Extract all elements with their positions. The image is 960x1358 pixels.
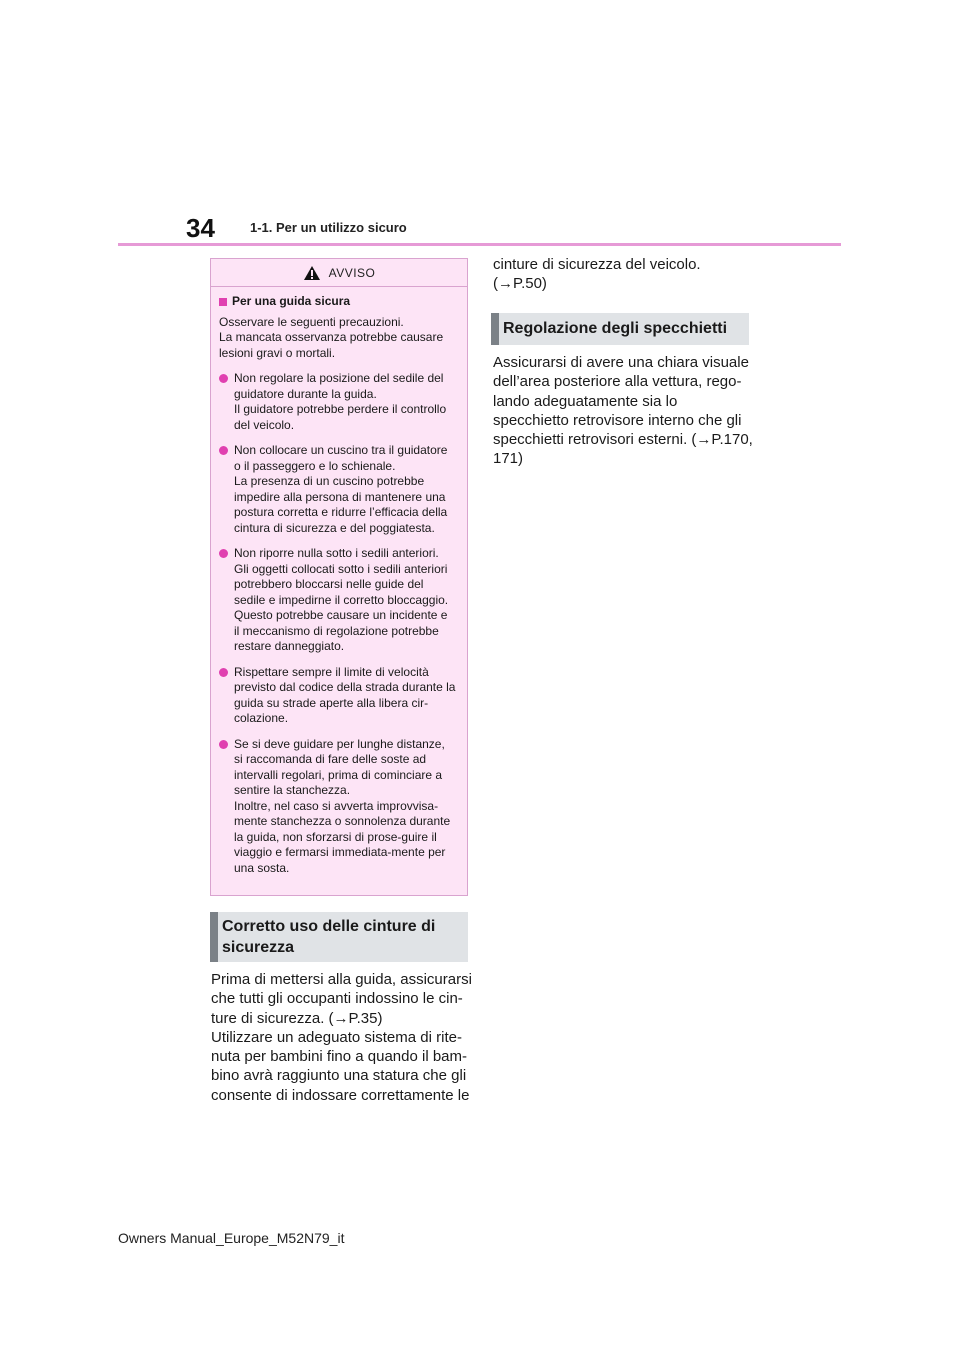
seatbelt-section-heading: Corretto uso delle cinture di sicurezza [210, 912, 468, 962]
page-number: 34 [186, 213, 215, 243]
warning-item-text: Non riporre nulla sotto i sedili anteriori. Gli oggetti collocati sotto i sedili anteriori potrebbero bloccarsi nelle guide del sedile e impedirne il corretto bloccaggio. Questo potrebbe causare un incidente e il meccanismo di regolazione potrebbe restare danneggiato. [234, 546, 449, 653]
footer-text: Owners Manual_Europe_M52N79_it [118, 1230, 345, 1246]
warning-item-text: Non collocare un cuscino tra il guidatore o il passeggero e lo schienale. La presenza di un cuscino potrebbe impedire alla persona di mantenere una postura corretta e ridurre l’efficacia della cintura di sicurezza e del poggiatesta. [234, 443, 448, 535]
warning-item [219, 371, 456, 433]
warning-item [219, 665, 456, 727]
dot-bullet-icon [219, 668, 228, 677]
warning-item-text: Rispettare sempre il limite di velocità previsto dal codice della strada durante la guida su strade aperte alla libera cir-colazione. [234, 664, 456, 725]
seatbelt-paragraph: Prima di mettersi alla guida, assicurarsi che tutti gli occupanti indossino le cin-ture di sicurezza. (→P.35) [211, 971, 472, 1027]
section-title: 1-1. Per un utilizzo sicuro [250, 220, 407, 235]
mirror-section-heading: Regolazione degli specchietti [491, 313, 749, 345]
warning-box [210, 258, 468, 896]
square-bullet-icon [219, 298, 227, 306]
dot-bullet-icon [219, 446, 228, 455]
warning-heading-text: Per una guida sicura [232, 294, 351, 308]
warning-item-text: Non regolare la posizione del sedile del guidatore durante la guida. Il guidatore potrebbe perdere il controllo del veicolo. [234, 371, 447, 432]
warning-item [219, 546, 456, 655]
warning-heading [219, 294, 456, 310]
dot-bullet-icon [219, 549, 228, 558]
warning-intro: Osservare le seguenti precauzioni. La mancata osservanza potrebbe causare lesioni gravi o mortali. [219, 314, 444, 360]
header-rule [118, 243, 841, 246]
seatbelt-section-body [211, 970, 473, 1105]
mirror-section-body: Assicurarsi di avere una chiara visuale dell’area posteriore alla vettura, rego-lando adeguatamente sia lo specchietto retrovisore interno che gli specchietti retrovisori esterni. (→P.170, 171) [493, 354, 753, 468]
warning-header [211, 259, 467, 287]
warning-body [211, 287, 467, 876]
seatbelt-continuation: cinture di sicurezza del veicolo. (→P.50) [493, 256, 701, 293]
warning-item [219, 737, 456, 877]
warning-item [219, 443, 456, 536]
warning-item-text: Se si deve guidare per lunghe distanze, si raccomanda di fare delle soste ad intervalli regolari, prima di cominciare a sentire la stanchezza. Inoltre, nel caso si avverta improvvisa-mente stanchezza o sonnolenza durante la guida, non sforzarsi di prose-guire il viaggio e fermarsi immediata-mente per una sosta. [234, 736, 451, 875]
dot-bullet-icon [219, 374, 228, 383]
dot-bullet-icon [219, 740, 228, 749]
seatbelt-paragraph: Utilizzare un adeguato sistema di rite-nuta per bambini fino a quando il bam-bino avrà raggiunto una statura che gli consente di indossare correttamente le [211, 1028, 470, 1104]
warning-title: AVVISO [328, 265, 376, 280]
warning-triangle-icon [303, 265, 321, 281]
